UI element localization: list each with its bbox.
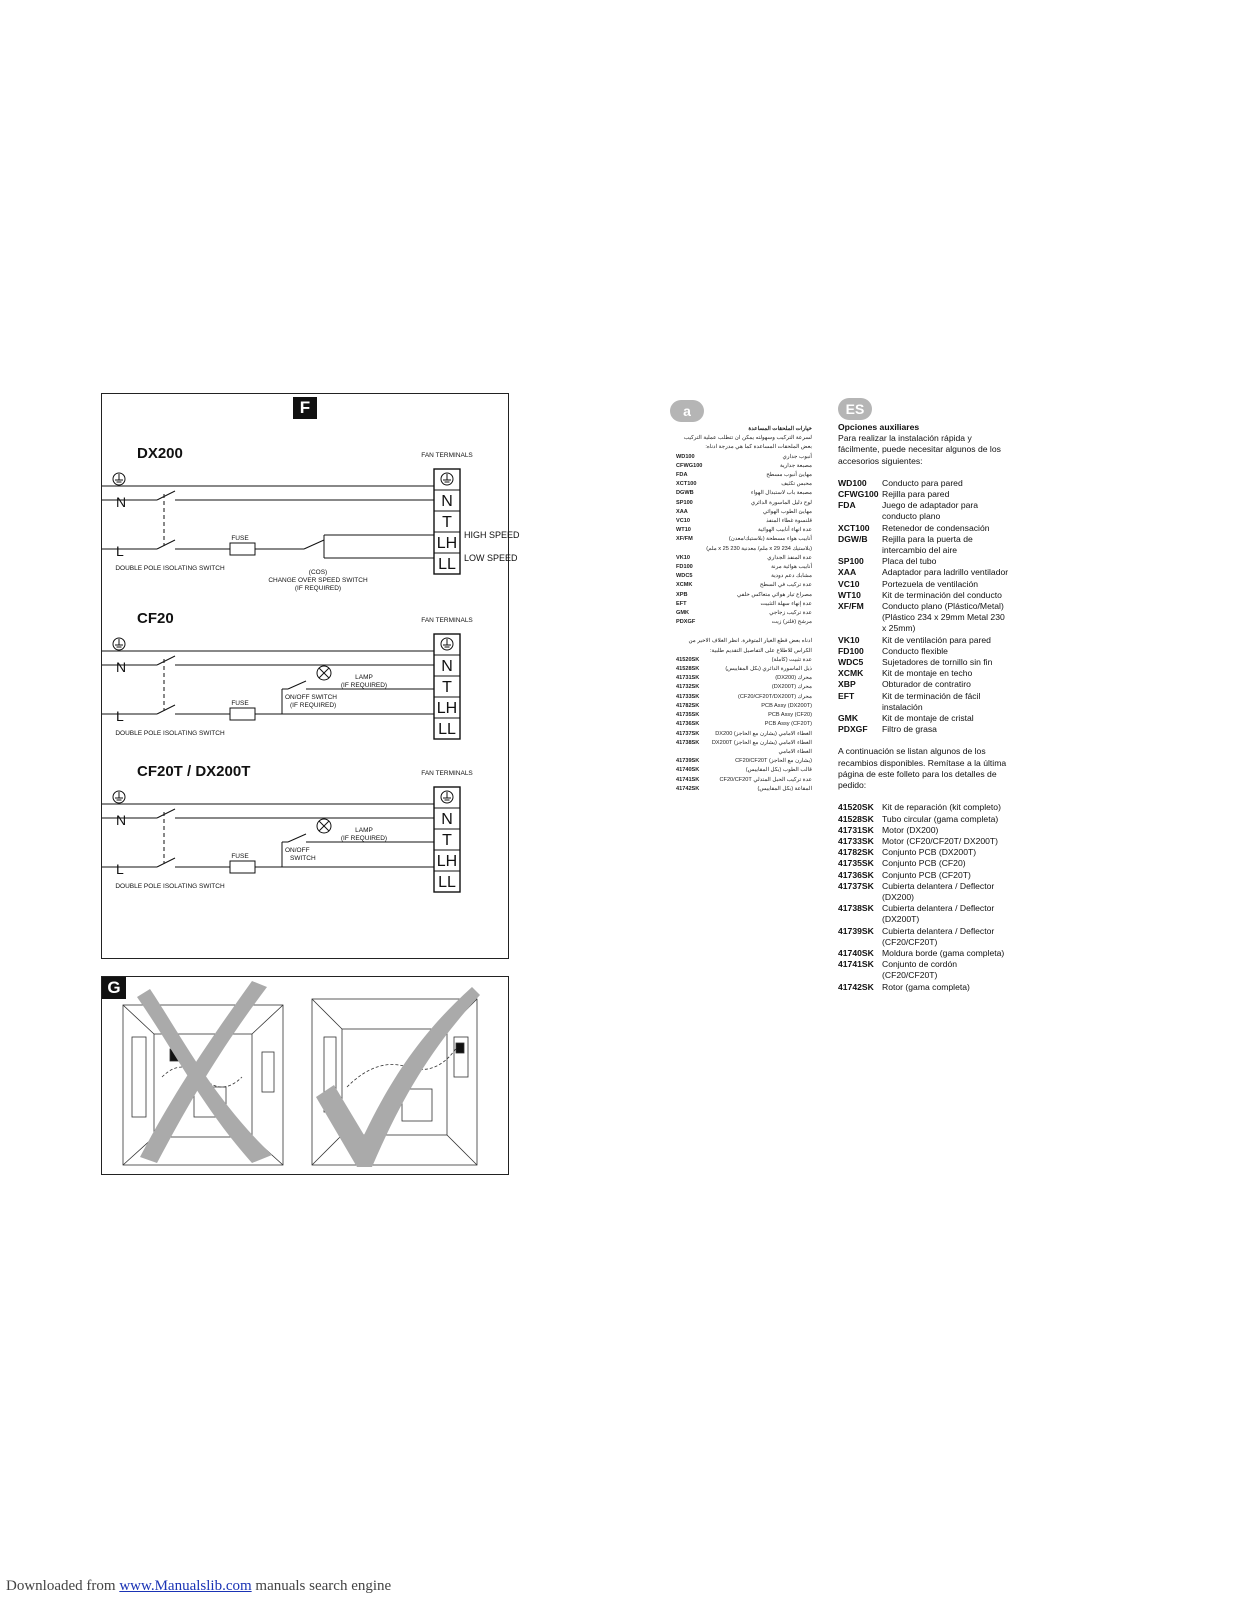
spanish-accessory-code: XF/FM xyxy=(838,601,864,612)
arabic-accessory-description: أنابيب هوائية مرنة xyxy=(771,564,812,571)
panel-g-label: G xyxy=(102,977,126,999)
terminal-label: LH xyxy=(436,853,458,870)
arabic-spare-description: محرك (DX200T) xyxy=(771,684,812,691)
arabic-spare-description: (CF20) PCB Assy xyxy=(768,712,812,719)
spanish-accessory-code: WT10 xyxy=(838,589,861,600)
spanish-accessory-code: DGW/B xyxy=(838,533,868,544)
arabic-accessory-description: مصبعة باب لاستبدال الهواء xyxy=(750,490,812,497)
spanish-heading: Opciones auxiliares xyxy=(838,422,920,432)
arabic-spare-description: محرك (DX200) xyxy=(775,675,812,682)
arabic-accessory-description: عدة انهاء أنابيب الهوائية xyxy=(758,527,812,534)
arabic-accessory-row xyxy=(676,554,812,563)
spanish-accessory-row xyxy=(838,523,1010,534)
fuse-label: FUSE xyxy=(231,535,249,542)
arabic-accessory-code: WT10 xyxy=(676,527,691,534)
arabic-spare-description: المقاعة (بكل المقاييس) xyxy=(757,785,812,792)
neutral-label: N xyxy=(116,812,127,828)
footer-suffix: manuals search engine xyxy=(251,1578,392,1594)
arabic-accessory-description: مرشح (فلتر) زيت xyxy=(771,619,812,626)
arabic-spare-description: عدة تركيب الحبل المتدلي CF20/CF20T xyxy=(719,776,812,783)
arabic-accessory-row xyxy=(676,471,812,480)
spanish-accessory-code: PDXGF xyxy=(838,724,868,735)
spanish-accessory-code: GMK xyxy=(838,713,859,724)
arabic-spare-code: 41741SK xyxy=(676,776,700,783)
terminal-label: T xyxy=(442,679,452,696)
diagram-title: DX200 xyxy=(137,445,183,462)
spanish-accessory-description: Portezuela de ventilación xyxy=(882,578,979,589)
spanish-accessory-row xyxy=(838,534,1010,556)
download-footer xyxy=(6,1578,391,1595)
spanish-accessory-code: FD100 xyxy=(838,645,864,656)
spanish-accessory-code: SP100 xyxy=(838,556,864,567)
spanish-accessory-code: WDC5 xyxy=(838,657,864,668)
arabic-accessory-description: عدة تركيب في السطح xyxy=(759,582,812,589)
arabic-accessory-code: GMK xyxy=(676,610,690,617)
spanish-accessory-row xyxy=(838,601,1010,635)
arabic-spare-row xyxy=(676,702,812,711)
spanish-spare-description: Cubierta delantera / Deflector (DX200T) xyxy=(882,903,995,925)
arabic-spare-row xyxy=(676,766,812,775)
spanish-accessory-code: XBP xyxy=(838,679,856,690)
arabic-accessory-row xyxy=(676,499,812,508)
arabic-accessory-description: أنبوب جداري xyxy=(782,453,812,460)
arabic-accessory-code: CFWG100 xyxy=(676,462,703,469)
arabic-accessory-code: FD100 xyxy=(676,564,693,571)
wiring-diagram-0 xyxy=(102,445,520,592)
spanish-spare-code: 41738SK xyxy=(838,903,874,914)
arabic-spare-code: 41528SK xyxy=(676,666,700,673)
spanish-accessory-description: Conducto plano (Plástico/Metal) (Plástico 234 x 29mm Metal 230 x 25mm) xyxy=(882,601,1005,634)
onoff-switch-contact xyxy=(288,681,306,689)
spanish-accessory-row xyxy=(838,579,1010,590)
arabic-spare-description: (DX200T) PCB Assy xyxy=(761,702,812,709)
spanish-language-badge: ES xyxy=(838,398,872,420)
arabic-spare-row xyxy=(676,776,812,785)
arabic-heading: خيارات الملحقات المساعدة xyxy=(748,426,812,432)
onoff-label: ON/OFF SWITCH xyxy=(285,694,337,701)
spanish-spare-row xyxy=(838,926,1010,948)
spanish-spare-description: Conjunto PCB (CF20) xyxy=(882,858,966,869)
arabic-accessory-code: SP100 xyxy=(676,499,693,506)
diagram-title: CF20T / DX200T xyxy=(137,763,251,780)
spanish-accessory-description: Conducto flexible xyxy=(882,645,948,656)
arabic-accessory-code: XF/FM xyxy=(676,536,693,543)
spanish-accessory-code: CFWG100 xyxy=(838,489,879,500)
arabic-spare-row xyxy=(676,665,812,674)
terminal-label: LL xyxy=(438,874,456,891)
arabic-accessory-code: DGWB xyxy=(676,490,694,497)
arabic-accessory-code: XCMK xyxy=(676,582,693,589)
arabic-accessory-code: XPB xyxy=(676,591,688,598)
arabic-accessory-description: عدة تركيب زجاجي xyxy=(769,610,812,617)
arabic-spare-code: 41731SK xyxy=(676,675,700,682)
spanish-accessory-description: Rejilla para pared xyxy=(882,489,950,500)
spanish-spare-row xyxy=(838,881,1010,903)
isolator-contact-n xyxy=(157,656,175,665)
spanish-spare-code: 41740SK xyxy=(838,947,874,958)
spanish-accessory-list xyxy=(838,478,1010,736)
terminal-label: LH xyxy=(436,535,458,552)
spanish-spare-code: 41733SK xyxy=(838,835,874,846)
arabic-spare-row xyxy=(676,739,812,748)
arabic-accessory-code: VC10 xyxy=(676,518,690,525)
arabic-spare-description: قالب الطوب (بكل المقاييس) xyxy=(745,767,812,774)
spanish-accessory-description: Kit de terminación de fácil instalación xyxy=(882,690,981,712)
spanish-accessory-row xyxy=(838,724,1010,735)
arabic-spare-code: 41736SK xyxy=(676,721,700,728)
cos-switch-contact xyxy=(304,540,324,549)
spanish-spare-description: Moldura borde (gama completa) xyxy=(882,947,1005,958)
spanish-spare-code: 41735SK xyxy=(838,858,874,869)
terminal-label: LL xyxy=(438,556,456,573)
onoff-label: SWITCH xyxy=(290,855,316,862)
spanish-spare-row xyxy=(838,903,1010,925)
cos-label: CHANGE OVER SPEED SWITCH xyxy=(268,577,368,584)
arabic-spare-description: الغطاء الامامي xyxy=(778,748,812,755)
spanish-accessory-description: Conducto para pared xyxy=(882,477,963,488)
spanish-spare-row xyxy=(838,959,1010,981)
lamp-label: LAMP xyxy=(355,674,373,681)
cos-label: (IF REQUIRED) xyxy=(294,585,342,592)
arabic-spare-row xyxy=(676,720,812,729)
arabic-intro: لسرعة التركيب وسهولته يمكن ان تتطلب عملية التركيب بعض الملحقات المساعدة كما هي مدرجة ادناه: xyxy=(683,435,812,451)
arabic-accessory-description: أنابيب هواء مسطحة (بلاستيك/معدن) xyxy=(728,536,812,543)
spanish-accessory-description: Kit de montaje de cristal xyxy=(882,713,974,724)
manualslib-link[interactable]: www.Manualslib.com xyxy=(119,1578,252,1594)
arabic-spare-description: محرك (CF20/CF20T/DX200T) xyxy=(737,693,812,700)
arabic-spare-description: (يشارن مع الحاجز) CF20/CF20T xyxy=(735,758,812,765)
arabic-accessory-row xyxy=(676,618,812,627)
arabic-spares-list xyxy=(676,656,812,794)
fuse-label: FUSE xyxy=(231,853,249,860)
spanish-accessory-row xyxy=(838,590,1010,601)
spanish-spare-code: 41782SK xyxy=(838,847,874,858)
spanish-spare-row xyxy=(838,814,1010,825)
fuse-symbol xyxy=(230,861,255,873)
arabic-spare-row xyxy=(676,757,812,766)
spanish-spare-description: Conjunto PCB (DX200T) xyxy=(882,847,977,858)
arabic-accessory-description: عدة المنفذ الجداري xyxy=(767,554,812,561)
spanish-spare-description: Tubo circular (gama completa) xyxy=(882,813,999,824)
terminal-label: N xyxy=(441,658,453,675)
diagram-title: CF20 xyxy=(137,610,174,627)
arabic-spare-description: عدة تثبيت (كاملة) xyxy=(771,656,812,663)
spanish-spare-row xyxy=(838,847,1010,858)
spanish-accessory-description: Retenedor de condensación xyxy=(882,522,990,533)
spanish-spare-row xyxy=(838,825,1010,836)
spanish-accessory-row xyxy=(838,635,1010,646)
spanish-accessory-code: VK10 xyxy=(838,634,860,645)
spanish-accessory-row xyxy=(838,567,1010,578)
arabic-spare-code: 41738SK xyxy=(676,739,700,746)
arabic-accessory-row xyxy=(676,462,812,471)
spanish-spares-intro: A continuación se listan algunos de los recambios disponibles. Remítase a la última página de este folleto para los detalles de pedido: xyxy=(838,746,1007,791)
panel-f-label: F xyxy=(293,397,317,419)
spanish-spare-description: Motor (CF20/CF20T/ DX200T) xyxy=(882,835,999,846)
fan-terminals-label: FAN TERMINALS xyxy=(421,770,473,777)
live-label: L xyxy=(116,708,124,724)
spanish-spare-description: Conjunto PCB (CF20T) xyxy=(882,869,971,880)
fuse-symbol xyxy=(230,543,255,555)
arabic-accessory-code: FDA xyxy=(676,472,688,479)
onoff-label: (IF REQUIRED) xyxy=(290,702,337,709)
arabic-spare-code: 41782SK xyxy=(676,702,700,709)
arabic-accessory-row xyxy=(676,453,812,462)
spanish-spare-code: 41520SK xyxy=(838,802,874,813)
arabic-accessory-row xyxy=(676,591,812,600)
arabic-accessory-row xyxy=(676,563,812,572)
arabic-accessory-description: مهايئ الطوب الهوائي xyxy=(762,508,812,515)
spanish-spare-code: 41742SK xyxy=(838,981,874,992)
arabic-spare-code: 41740SK xyxy=(676,767,700,774)
spanish-accessory-code: XAA xyxy=(838,567,857,578)
fan-terminals-label: FAN TERMINALS xyxy=(421,452,473,459)
arabic-accessory-row xyxy=(676,526,812,535)
isolator-contact-l xyxy=(157,858,175,867)
fan-terminals-label: FAN TERMINALS xyxy=(421,617,473,624)
spanish-spare-description: Cubierta delantera / Deflector (DX200) xyxy=(882,880,995,902)
spanish-accessory-description: Placa del tubo xyxy=(882,556,937,567)
arabic-accessory-row xyxy=(676,489,812,498)
arabic-language-badge: a xyxy=(670,400,704,422)
spanish-accessory-code: FDA xyxy=(838,500,856,511)
spanish-spare-code: 41739SK xyxy=(838,925,874,936)
arabic-spare-code: 41732SK xyxy=(676,684,700,691)
room-illustrations xyxy=(102,977,508,1174)
spanish-accessory-description: Rejilla para la puerta de intercambio del aire xyxy=(882,533,973,556)
spanish-spare-row xyxy=(838,802,1010,813)
spanish-accessory-code: EFT xyxy=(838,690,855,701)
spanish-accessory-row xyxy=(838,657,1010,668)
spanish-accessory-description: Adaptador para ladrillo ventilador xyxy=(882,567,1009,578)
spanish-spare-code: 41528SK xyxy=(838,813,874,824)
arabic-accessory-row xyxy=(676,572,812,581)
lamp-label: (IF REQUIRED) xyxy=(340,682,388,689)
wiring-diagram-panel xyxy=(101,393,520,959)
spanish-intro: Para realizar la instalación rápida y fácilmente, puede necesitar algunos de los accesorios siguientes: xyxy=(838,433,1001,466)
low-speed-label: LOW SPEED xyxy=(464,553,518,563)
arabic-accessory-description: مصراع تيار هوائي متعاكس خلفي xyxy=(737,591,812,598)
arabic-spare-description: الغطاء الامامي (يشارن مع الحاجز) DX200 xyxy=(715,730,812,737)
spanish-spare-code: 41731SK xyxy=(838,824,874,835)
arabic-accessory-list xyxy=(676,453,812,628)
spanish-accessory-row xyxy=(838,556,1010,567)
arabic-accessory-row xyxy=(676,609,812,618)
arabic-spare-row xyxy=(676,748,812,757)
terminal-label: LL xyxy=(438,721,456,738)
arabic-accessory-row xyxy=(676,535,812,544)
arabic-spare-row xyxy=(676,730,812,739)
arabic-accessory-row xyxy=(676,581,812,590)
live-label: L xyxy=(116,861,124,877)
fuse-symbol xyxy=(230,708,255,720)
spanish-accessory-row xyxy=(838,489,1010,500)
arabic-spare-code: 41742SK xyxy=(676,785,700,792)
arabic-accessories-column xyxy=(676,425,812,794)
arabic-spare-code: 41739SK xyxy=(676,758,700,765)
onoff-switch-contact xyxy=(288,834,306,842)
arabic-accessory-description: (بلاستيك 234 x 29 ملم/ معدنية 230 x 25 ملم) xyxy=(706,545,812,552)
spanish-spare-code: 41737SK xyxy=(838,880,874,891)
arabic-spare-code: 41735SK xyxy=(676,712,700,719)
arabic-accessory-code: VK10 xyxy=(676,554,690,561)
spanish-spare-description: Conjunto de cordón (CF20/CF20T) xyxy=(882,959,958,981)
arabic-spare-row xyxy=(676,693,812,702)
spanish-accessory-description: Kit de terminación del conducto xyxy=(882,589,1002,600)
spanish-accessory-row xyxy=(838,500,1010,522)
lamp-label: LAMP xyxy=(355,827,373,834)
spanish-spare-code: 41741SK xyxy=(838,959,874,970)
arabic-accessory-code: WD100 xyxy=(676,453,695,460)
arabic-accessory-code: PDXGF xyxy=(676,619,696,626)
spanish-accessory-row xyxy=(838,691,1010,713)
arabic-spare-description: ذيل الماسورة الدائري (بكل المقاييس) xyxy=(725,666,812,673)
spanish-accessory-row xyxy=(838,668,1010,679)
arabic-accessory-row xyxy=(676,600,812,609)
spanish-spare-description: Kit de reparación (kit completo) xyxy=(882,802,1001,813)
spanish-spare-code: 41736SK xyxy=(838,869,874,880)
spanish-accessory-code: VC10 xyxy=(838,578,860,589)
spanish-accessory-row xyxy=(838,713,1010,724)
arabic-accessory-row xyxy=(676,517,812,526)
spanish-accessory-description: Sujetadores de tornillo sin fin xyxy=(882,657,993,668)
arabic-spare-code: 41733SK xyxy=(676,693,700,700)
spanish-accessories-column xyxy=(838,422,1010,993)
arabic-spare-code: 41737SK xyxy=(676,730,700,737)
arabic-accessory-description: محبس تكثيف xyxy=(781,481,812,488)
arabic-accessory-row xyxy=(676,480,812,489)
terminal-label: LH xyxy=(436,700,458,717)
onoff-label: ON/OFF xyxy=(285,847,310,854)
high-speed-label: HIGH SPEED xyxy=(464,530,520,540)
cos-label: (COS) xyxy=(308,569,328,576)
terminal-label: T xyxy=(442,514,452,531)
arabic-spare-row xyxy=(676,656,812,665)
spanish-spares-list xyxy=(838,802,1010,992)
isolating-switch-label: DOUBLE POLE ISOLATING SWITCH xyxy=(115,565,225,572)
live-label: L xyxy=(116,543,124,559)
arabic-accessory-description: عدة إنهاء سهلة التثبيت xyxy=(760,600,812,607)
spanish-spare-row xyxy=(838,948,1010,959)
spanish-accessory-description: Kit de ventilación para pared xyxy=(882,634,991,645)
terminal-label: N xyxy=(441,811,453,828)
arabic-spare-row xyxy=(676,683,812,692)
spanish-accessory-description: Filtro de grasa xyxy=(882,724,937,735)
isolator-contact-l xyxy=(157,540,175,549)
arabic-accessory-row xyxy=(676,545,812,554)
arabic-spare-row xyxy=(676,785,812,794)
arabic-accessory-code: EFT xyxy=(676,600,687,607)
arabic-accessory-code: WDC5 xyxy=(676,573,693,580)
arabic-accessory-description: مشابك دعم دودية xyxy=(771,573,812,580)
footer-prefix: Downloaded from xyxy=(6,1578,120,1594)
arabic-spare-row xyxy=(676,711,812,720)
spanish-accessory-description: Obturador de contratiro xyxy=(882,679,971,690)
installation-illustration-panel xyxy=(101,976,509,1175)
spanish-accessory-description: Juego de adaptador para conducto plano xyxy=(882,500,979,522)
lamp-label: (IF REQUIRED) xyxy=(340,835,388,842)
neutral-label: N xyxy=(116,659,127,675)
spanish-spare-description: Rotor (gama completa) xyxy=(882,981,970,992)
isolator-contact-n xyxy=(157,491,175,500)
wiring-diagram-2 xyxy=(102,763,473,892)
spanish-accessory-code: XCT100 xyxy=(838,522,870,533)
spanish-spare-row xyxy=(838,836,1010,847)
spanish-spare-row xyxy=(838,870,1010,881)
terminal-label: T xyxy=(442,832,452,849)
arabic-accessory-description: قلنسوة غطاء المنفذ xyxy=(766,518,812,525)
arabic-accessory-description: مصبعة جدارية xyxy=(780,462,812,469)
wiring-diagram-1 xyxy=(102,610,473,739)
isolator-contact-l xyxy=(157,705,175,714)
arabic-accessory-description: لوح دليل الماسورة الدائري xyxy=(750,499,812,506)
fuse-label: FUSE xyxy=(231,700,249,707)
arabic-spare-description: (CF20T) PCB Assy xyxy=(764,721,812,728)
arabic-accessory-code: XCT100 xyxy=(676,481,697,488)
terminal-label: N xyxy=(441,493,453,510)
wiring-diagram-svg xyxy=(102,394,520,958)
isolator-contact-n xyxy=(157,809,175,818)
spanish-accessory-code: WD100 xyxy=(838,477,867,488)
isolating-switch-label: DOUBLE POLE ISOLATING SWITCH xyxy=(115,883,225,890)
arabic-spares-intro: ادناه بعض قطع الغيار المتوفرة. انظر الغلاف الاخير من الكراس للاطلاع على التفاصيل التقديم طلبية: xyxy=(688,638,812,654)
arabic-accessory-description: مهايئ أنبوب مسطح xyxy=(766,472,812,479)
spanish-accessory-row xyxy=(838,646,1010,657)
spanish-accessory-row xyxy=(838,679,1010,690)
spanish-spare-description: Motor (DX200) xyxy=(882,824,939,835)
arabic-spare-row xyxy=(676,674,812,683)
spanish-accessory-code: XCMK xyxy=(838,668,864,679)
arabic-spare-description: الغطاء الامامي (يشارن مع الحاجز) DX200T xyxy=(711,739,812,746)
spanish-accessory-row xyxy=(838,478,1010,489)
arabic-accessory-code: XAA xyxy=(676,508,688,515)
arabic-spare-code: 41520SK xyxy=(676,656,700,663)
spanish-spare-description: Cubierta delantera / Deflector (CF20/CF20T) xyxy=(882,925,995,947)
arabic-accessory-row xyxy=(676,508,812,517)
neutral-label: N xyxy=(116,494,127,510)
isolating-switch-label: DOUBLE POLE ISOLATING SWITCH xyxy=(115,730,225,737)
spanish-spare-row xyxy=(838,982,1010,993)
spanish-spare-row xyxy=(838,858,1010,869)
spanish-accessory-description: Kit de montaje en techo xyxy=(882,668,973,679)
